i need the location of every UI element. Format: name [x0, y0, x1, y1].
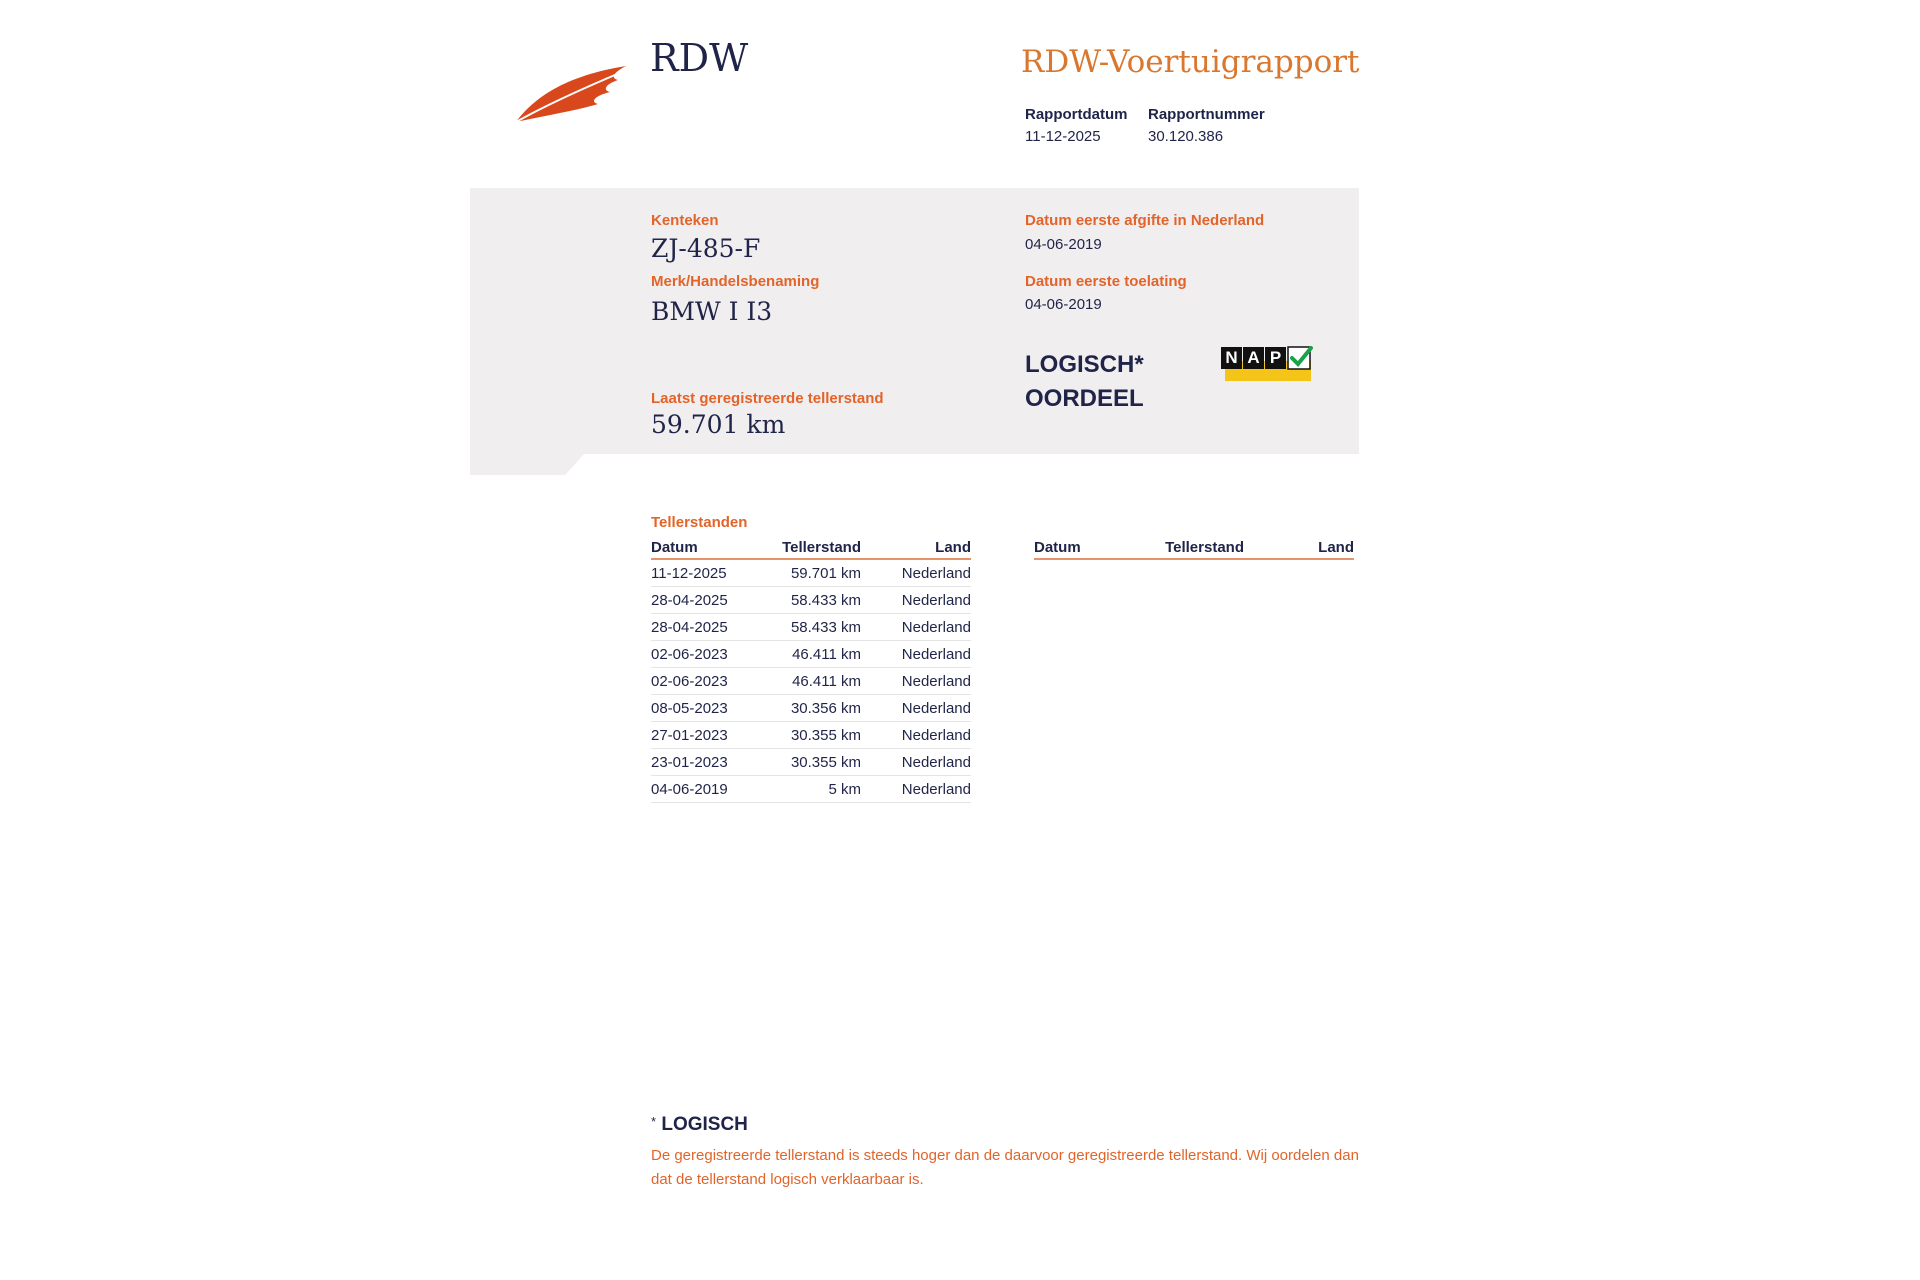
- col-country: Land: [935, 539, 971, 556]
- col-country: Land: [1318, 539, 1354, 556]
- footnote-title: [651, 1114, 748, 1136]
- table-header: [651, 534, 971, 560]
- row-reading: 59.701 km: [790, 564, 861, 582]
- row-date: 08-05-2023: [651, 699, 728, 717]
- row-country: Nederland: [901, 672, 971, 690]
- rdw-logo: [514, 58, 632, 124]
- make-label: Merk/Handelsbenaming: [651, 273, 820, 290]
- odometer-value: 59.701 km: [651, 410, 786, 439]
- row-date: 11-12-2025: [651, 564, 727, 582]
- row-date: 02-06-2023: [651, 672, 728, 690]
- first-admission-value: 04-06-2019: [1025, 296, 1102, 313]
- plate-value: ZJ-485-F: [651, 234, 761, 263]
- table-row: [651, 695, 971, 722]
- make-value: BMW I I3: [651, 297, 773, 326]
- row-reading: 30.355 km: [790, 753, 861, 771]
- table-row: [651, 722, 971, 749]
- table-row: [651, 668, 971, 695]
- readings-title: Tellerstanden: [651, 514, 748, 531]
- verdict-line-2: OORDEEL: [1025, 385, 1144, 412]
- col-date: Datum: [1034, 539, 1081, 556]
- report-date-label: Rapportdatum: [1025, 106, 1128, 123]
- row-reading: 58.433 km: [790, 591, 861, 609]
- row-country: Nederland: [901, 591, 971, 609]
- row-date: 27-01-2023: [651, 726, 728, 744]
- table-row: [651, 641, 971, 668]
- checkmark-icon: [1287, 345, 1313, 371]
- footnote-star: *: [651, 1114, 657, 1129]
- verdict-line-1: LOGISCH*: [1025, 351, 1144, 378]
- nap-badge: [1221, 345, 1313, 383]
- row-date: 28-04-2025: [651, 591, 728, 609]
- report-number: 30.120.386: [1148, 128, 1224, 145]
- row-date: 23-01-2023: [651, 753, 728, 771]
- table-row: [651, 587, 971, 614]
- row-date: 02-06-2023: [651, 645, 728, 663]
- row-country: Nederland: [901, 564, 971, 582]
- row-reading: 30.355 km: [790, 726, 861, 744]
- row-country: Nederland: [901, 645, 971, 663]
- table-row: [651, 749, 971, 776]
- table-row: [651, 776, 971, 803]
- plate-label: Kenteken: [651, 212, 719, 229]
- report-title: RDW-Voertuigrapport: [1021, 44, 1360, 80]
- footnote-title-text: LOGISCH: [661, 1114, 748, 1135]
- vehicle-panel-tab: [470, 452, 586, 475]
- col-reading: Tellerstand: [782, 539, 861, 556]
- footnote-text: De geregistreerde tellerstand is steeds hoger dan de daarvoor geregistreerde tellerstand. Wij oordelen dan dat de tellerstand logisch verklaarbaar is.: [651, 1147, 1359, 1188]
- row-country: Nederland: [901, 726, 971, 744]
- table-row: [651, 614, 971, 641]
- col-reading: Tellerstand: [1165, 539, 1244, 556]
- row-country: Nederland: [901, 699, 971, 717]
- first-nl-label: Datum eerste afgifte in Nederland: [1025, 212, 1265, 229]
- readings-table-left: [651, 534, 971, 803]
- nap-letter-p: P: [1265, 347, 1286, 369]
- row-reading: 5 km: [828, 780, 861, 798]
- brand-name: RDW: [650, 36, 749, 80]
- table-header: [1034, 534, 1354, 560]
- row-reading: 30.356 km: [790, 699, 861, 717]
- row-reading: 46.411 km: [792, 672, 861, 690]
- first-admission-label: Datum eerste toelating: [1025, 273, 1187, 290]
- table-row: [651, 560, 971, 587]
- readings-table-right: [1034, 534, 1354, 560]
- nap-letter-n: N: [1221, 347, 1242, 369]
- odometer-label: Laatst geregistreerde tellerstand: [651, 390, 884, 407]
- row-date: 04-06-2019: [651, 780, 728, 798]
- row-reading: 58.433 km: [790, 618, 861, 636]
- nap-letter-a: A: [1243, 347, 1264, 369]
- col-date: Datum: [651, 539, 698, 556]
- row-date: 28-04-2025: [651, 618, 728, 636]
- row-country: Nederland: [901, 753, 971, 771]
- first-nl-value: 04-06-2019: [1025, 236, 1102, 253]
- row-reading: 46.411 km: [792, 645, 861, 663]
- row-country: Nederland: [901, 618, 971, 636]
- row-country: Nederland: [901, 780, 971, 798]
- report-date: 11-12-2025: [1025, 128, 1101, 145]
- report-number-label: Rapportnummer: [1148, 106, 1265, 123]
